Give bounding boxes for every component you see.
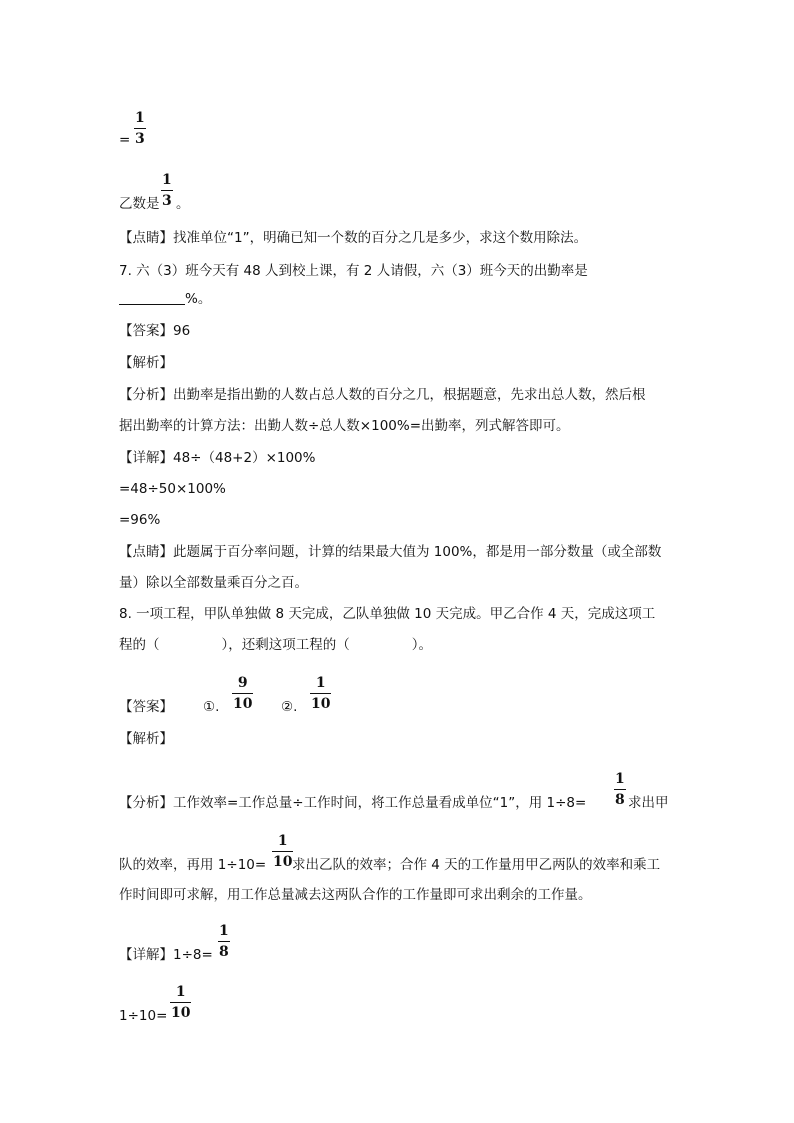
fraction-numerator: 1 <box>219 923 229 939</box>
fraction-one-tenth <box>170 985 191 1020</box>
fraction-numerator: 1 <box>162 172 172 188</box>
answer-label: 【答案】 <box>119 699 173 715</box>
question-7-text: 7. 六（3）班今天有 48 人到校上课，有 2 人请假，六（3）班今天的出勤率是 <box>119 263 588 279</box>
calc-step: =48÷50×100% <box>119 481 226 497</box>
question-8-part: ），还剩这项工程的（ <box>221 637 350 653</box>
fraction-bar <box>170 1002 191 1003</box>
calc-step: =96% <box>119 512 161 528</box>
fraction-denominator: 8 <box>615 792 625 808</box>
fraction-numerator: 9 <box>237 675 248 691</box>
fenxi-text: 求出乙队的效率；合作 4 天的工作量用甲乙两队的效率和乘工 <box>292 857 661 873</box>
question-8-part: 程的（ <box>119 637 160 653</box>
fraction-numerator: 1 <box>615 771 625 787</box>
fraction-bar <box>272 851 293 852</box>
fraction-denominator: 3 <box>135 131 145 147</box>
fraction-denominator: 10 <box>233 696 253 712</box>
fraction-numerator: 1 <box>315 675 326 691</box>
fraction-one-tenth <box>310 676 331 711</box>
fraction-numerator: 1 <box>175 984 186 1000</box>
fraction-denominator: 10 <box>311 696 331 712</box>
question-8-part: ）。 <box>411 637 432 653</box>
fraction-denominator: 10 <box>273 854 293 870</box>
fenxi-text: 据出勤率的计算方法：出勤人数÷总人数×100%=出勤率，列式解答即可。 <box>119 418 570 434</box>
calc-step: 1÷10= <box>119 1008 168 1024</box>
equals-sign: = <box>119 132 131 148</box>
dianjing-text: 【点睛】此题属于百分率问题，计算的结果最大值为 100%，都是用一部分数量（或全部数 <box>119 544 662 560</box>
question-8-text: 8. 一项工程，甲队单独做 8 天完成，乙队单独做 10 天完成。甲乙合作 4 天，完成这项工 <box>119 606 656 622</box>
fraction-one-third <box>134 111 146 146</box>
yi-result-prefix: 乙数是 <box>119 196 160 212</box>
fraction-one-eighth <box>614 772 626 807</box>
fenxi-text: 作时间即可求解，用工作总量减去这两队合作的工作量即可求出剩余的工作量。 <box>119 887 592 903</box>
fraction-denominator: 3 <box>162 193 172 209</box>
fraction-numerator: 1 <box>135 110 145 126</box>
xiangjie-text: 【详解】1÷8= <box>119 947 213 963</box>
dianjing-text: 【点睛】找准单位“1”，明确已知一个数的百分之几是多少，求这个数用除法。 <box>119 230 588 246</box>
xiangjie-text: 【详解】48÷（48+2）×100% <box>119 450 316 466</box>
fraction-one-eighth <box>218 924 230 959</box>
dianjing-text: 量）除以全部数量乘百分之百。 <box>119 575 308 591</box>
fraction-denominator: 10 <box>171 1005 191 1021</box>
fraction-denominator: 8 <box>219 944 229 960</box>
fenxi-text: 【分析】出勤率是指出勤的人数占总人数的百分之几，根据题意，先求出总人数，然后根 <box>119 387 646 403</box>
fraction-nine-tenths <box>232 676 253 711</box>
fraction-numerator: 1 <box>277 833 288 849</box>
percent-suffix: %。 <box>185 291 212 307</box>
question-8-text <box>119 636 432 654</box>
fenxi-text: 求出甲 <box>628 795 669 811</box>
fraction-bar <box>614 789 626 790</box>
question-7-blank-line <box>119 290 211 308</box>
fraction-bar <box>310 693 331 694</box>
answer-blank <box>119 291 185 305</box>
answer-mark-1: ①. <box>203 699 220 715</box>
analysis-heading: 【解析】 <box>119 355 173 371</box>
analysis-heading: 【解析】 <box>119 731 173 747</box>
fraction-bar <box>161 190 173 191</box>
fraction-bar <box>218 941 230 942</box>
fenxi-text: 队的效率，再用 1÷10= <box>119 857 267 873</box>
fraction-one-tenth <box>272 834 293 869</box>
yi-result-suffix: 。 <box>176 196 190 212</box>
fenxi-text: 【分析】工作效率=工作总量÷工作时间，将工作总量看成单位“1”，用 1÷8= <box>119 795 587 811</box>
answer-mark-2: ②. <box>281 699 298 715</box>
fraction-bar <box>134 128 146 129</box>
fraction-one-third <box>161 173 173 208</box>
answer-label: 【答案】96 <box>119 323 191 339</box>
fraction-bar <box>232 693 253 694</box>
